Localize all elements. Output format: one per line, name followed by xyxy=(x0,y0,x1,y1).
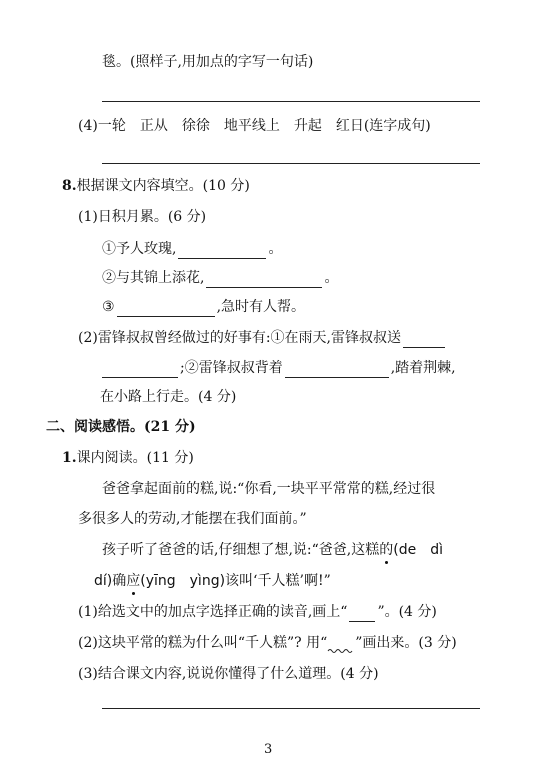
q8-item2-suffix: 。 xyxy=(324,270,339,286)
reading-qq2-suffix: ”画出来。(3 分) xyxy=(355,635,457,651)
q7-4-label: (4) xyxy=(78,118,98,134)
pinyin-options-ying[interactable]: (yīng yìng) xyxy=(140,573,226,589)
answer-line-qq3[interactable] xyxy=(102,708,480,709)
q8-item1-suffix: 。 xyxy=(268,241,283,257)
dotted-char-de: 的 xyxy=(379,542,394,558)
reading-q1-title xyxy=(62,448,194,468)
wavy-underline-sample xyxy=(327,641,355,653)
answer-line-q7-3[interactable] xyxy=(102,101,480,102)
section2-title-text: 二、阅读感悟。(21 分) xyxy=(46,419,196,435)
q8-item3 xyxy=(102,297,305,317)
section2-title xyxy=(46,417,196,437)
reading-para1-line2 xyxy=(78,509,307,529)
q8-item2-blank[interactable] xyxy=(206,271,322,288)
reading-qq1-suffix: ”。(4 分) xyxy=(377,604,437,620)
reading-qq1 xyxy=(78,602,437,622)
reading-para2-text-a: 孩子听了爸爸的话,仔细想了想,说:“爸爸,这糕 xyxy=(102,542,380,558)
q8-sub2-line3 xyxy=(100,387,236,407)
q7-instruction xyxy=(102,52,313,72)
q8-item3-prefix: ③ xyxy=(102,299,115,315)
reading-qq1-prefix: (1)给选文中的加点字选择正确的读音,画上“ xyxy=(78,604,348,620)
q8-sub2-blank1b[interactable] xyxy=(102,361,178,378)
q8-title-text: 根据课文内容填空。(10 分) xyxy=(76,178,250,194)
q7-4-words: 一轮 正从 徐徐 地平线上 升起 红日(连字成句) xyxy=(97,118,431,134)
q8-item3-blank[interactable] xyxy=(117,300,215,317)
q8-item2-prefix: ②与其锦上添花, xyxy=(102,270,205,286)
reading-para2-text-b: 该叫‘千人糕’啊!” xyxy=(225,573,331,589)
q8-item3-suffix: ,急时有人帮。 xyxy=(216,299,306,315)
q8-sub2-line2 xyxy=(100,358,456,378)
reading-q1-text: 课内阅读。(11 分) xyxy=(76,450,194,466)
q8-sub1 xyxy=(78,207,206,227)
q8-sub2-line1 xyxy=(78,328,447,348)
pinyin-options-de[interactable]: (de dì xyxy=(393,542,443,558)
q8-sub2-text-b-post: ,踏着荆棘, xyxy=(390,360,456,376)
q8-sub2-text-c: 在小路上行走。(4 分) xyxy=(100,389,237,405)
reading-para2-line2 xyxy=(94,571,331,591)
page-number-text: 3 xyxy=(264,742,273,757)
answer-line-q7-4[interactable] xyxy=(102,163,480,164)
q8-item1-prefix: ①予人玫瑰, xyxy=(102,241,177,257)
q8-sub2-blank1a[interactable] xyxy=(403,331,445,348)
q8-sub2-text-b: ;②雷锋叔叔背着 xyxy=(180,360,283,376)
q8-sub2-blank2[interactable] xyxy=(285,361,389,378)
pinyin-options-de-cont[interactable]: dí)确 xyxy=(94,573,127,589)
q8-title xyxy=(62,176,250,196)
q8-sub1-text: (1)日积月累。(6 分) xyxy=(78,209,207,225)
dotted-char-ying: 应 xyxy=(126,573,141,589)
q8-number: 8. xyxy=(62,178,77,194)
reading-para1-text-a: 爸爸拿起面前的糕,说:“你看,一块平平常常的糕,经过很 xyxy=(102,481,436,497)
reading-qq3 xyxy=(78,664,379,684)
reading-qq3-text: (3)结合课文内容,说说你懂得了什么道理。(4 分) xyxy=(78,666,379,682)
q8-sub2-text-a: (2)雷锋叔叔曾经做过的好事有:①在雨天,雷锋叔叔送 xyxy=(78,330,401,346)
reading-qq2 xyxy=(78,633,457,653)
q7-4-item xyxy=(78,116,431,136)
reading-q1-number: 1. xyxy=(62,450,77,466)
q7-instruction-text: 毯。(照样子,用加点的字写一句话) xyxy=(102,54,314,70)
reading-para2-line1 xyxy=(102,540,443,560)
page-number xyxy=(264,740,272,760)
q8-item2 xyxy=(102,268,338,288)
underline-sample xyxy=(349,609,375,622)
reading-para1-text-b: 多很多人的劳动,才能摆在我们面前。” xyxy=(78,511,307,527)
q8-item1 xyxy=(102,239,282,259)
reading-qq2-prefix: (2)这块平常的糕为什么叫“千人糕”? 用“ xyxy=(78,635,328,651)
reading-para1-line1 xyxy=(102,479,435,499)
q8-item1-blank[interactable] xyxy=(178,242,266,259)
